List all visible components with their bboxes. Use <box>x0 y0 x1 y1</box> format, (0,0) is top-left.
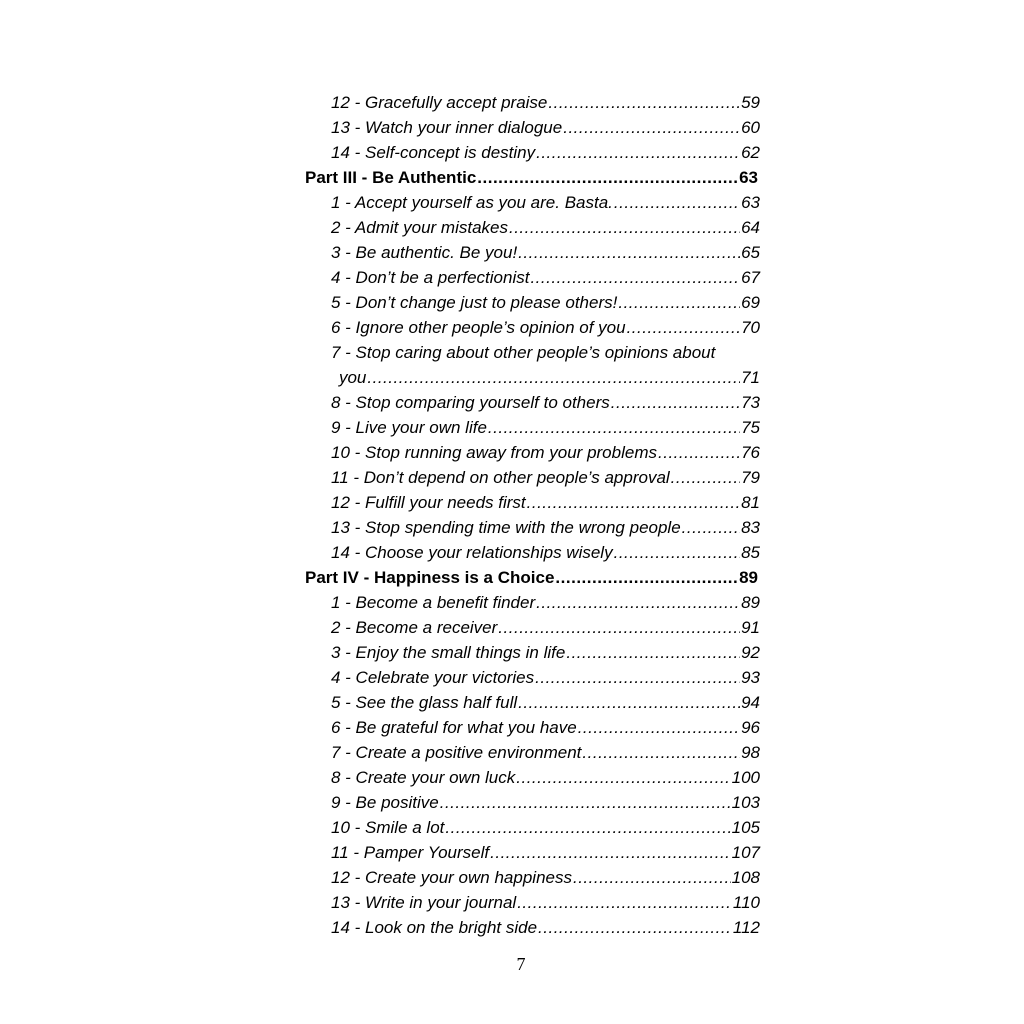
toc-entry-title: 14 - Look on the bright side <box>331 918 538 937</box>
toc-entry-page: 64 <box>741 218 760 237</box>
toc-entry <box>331 139 760 163</box>
toc-entry-title: 7 - Stop caring about other people’s opinions about <box>331 343 716 362</box>
toc-entry <box>331 214 760 238</box>
dot-leader <box>440 793 731 813</box>
toc-entry-title: you <box>338 368 367 387</box>
toc-entry-title: 11 - Don’t depend on other people’s approval <box>331 468 670 487</box>
toc-entry-title: 4 - Don’t be a perfectionist <box>331 268 530 287</box>
toc-entry <box>331 189 760 213</box>
toc-entry-title: 14 - Self-concept is destiny <box>331 143 536 162</box>
toc-entry <box>331 789 760 813</box>
toc-entry-page: 89 <box>739 568 758 587</box>
toc-entry-page: 107 <box>731 843 760 862</box>
dot-leader <box>490 843 731 863</box>
dot-leader <box>517 893 732 913</box>
toc-entry-title: Part III - Be Authentic <box>305 168 477 187</box>
dot-leader <box>367 368 740 388</box>
toc-entry-title: 4 - Celebrate your victories <box>331 668 535 687</box>
toc-entry <box>331 264 760 288</box>
toc-entry-page: 93 <box>741 668 760 687</box>
toc-entry <box>331 414 760 438</box>
dot-leader <box>618 293 740 313</box>
toc-entry <box>331 839 760 863</box>
dot-leader <box>535 668 740 688</box>
toc-entry <box>331 539 760 563</box>
toc-entry-page: 91 <box>741 618 760 637</box>
dot-leader <box>573 868 731 888</box>
dot-leader <box>563 118 740 138</box>
dot-leader <box>548 93 740 113</box>
toc-entry <box>331 814 760 838</box>
toc-entry-page: 81 <box>741 493 760 512</box>
dot-leader <box>509 218 740 238</box>
toc-entry <box>331 514 760 538</box>
dot-leader <box>611 393 740 413</box>
toc-entry-page: 75 <box>741 418 760 437</box>
toc-entry <box>331 289 760 313</box>
toc-entry <box>331 314 760 338</box>
toc-entry-page: 112 <box>732 918 760 937</box>
dot-leader <box>498 618 740 638</box>
toc-entry-page: 85 <box>741 543 760 562</box>
toc-entry-page: 67 <box>741 268 760 287</box>
toc-entry-first-line <box>331 339 760 363</box>
dot-leader <box>536 593 740 613</box>
toc-part-heading <box>305 164 758 188</box>
toc-entry <box>331 764 760 788</box>
toc-entry-page: 63 <box>739 168 758 187</box>
toc-entry-title: 11 - Pamper Yourself <box>331 843 490 862</box>
toc-entry-page: 65 <box>741 243 760 262</box>
toc-entry-page: 70 <box>741 318 760 337</box>
toc-entry-page: 79 <box>741 468 760 487</box>
toc-entry-title: 13 - Watch your inner dialogue <box>331 118 563 137</box>
toc-entry-page: 71 <box>741 368 760 387</box>
toc-entry-page: 73 <box>741 393 760 412</box>
toc-entry-title: 10 - Stop running away from your problems <box>331 443 657 462</box>
page-number: 7 <box>516 954 526 974</box>
toc-entry <box>331 439 760 463</box>
toc-entry-title: 14 - Choose your relationships wisely <box>331 543 613 562</box>
toc-entry-title: 9 - Be positive <box>331 793 439 812</box>
dot-leader <box>518 243 740 263</box>
toc-entry <box>331 89 760 113</box>
toc-entry <box>331 664 760 688</box>
dot-leader <box>538 918 732 938</box>
toc-entry-title: 12 - Gracefully accept praise <box>331 93 548 112</box>
toc-entry-title: 5 - See the glass half full <box>331 693 518 712</box>
dot-leader <box>578 718 740 738</box>
toc-entry-title: 2 - Admit your mistakes <box>331 218 508 237</box>
toc-entry-title: 3 - Be authentic. Be you! <box>331 243 518 262</box>
toc-entry-title: 3 - Enjoy the small things in life <box>331 643 566 662</box>
dot-leader <box>477 168 738 188</box>
dot-leader <box>627 318 741 338</box>
toc-entry-title: 9 - Live your own life <box>331 418 487 437</box>
dot-leader <box>555 568 738 588</box>
toc-entry-page: 110 <box>732 893 760 912</box>
toc-entry-title: 6 - Ignore other people’s opinion of you <box>331 318 626 337</box>
toc-entry-page: 62 <box>741 143 760 162</box>
toc-entry-page: 94 <box>741 693 760 712</box>
toc-entry-page: 96 <box>741 718 760 737</box>
toc-entry-page: 89 <box>741 593 760 612</box>
toc-entry-title: 8 - Create your own luck <box>331 768 516 787</box>
toc-entry-title: 8 - Stop comparing yourself to others <box>331 393 610 412</box>
toc-entry <box>331 389 760 413</box>
toc-entry-page: 63 <box>741 193 760 212</box>
toc-entry <box>331 114 760 138</box>
toc-entry-page: 60 <box>741 118 760 137</box>
toc-entry <box>331 714 760 738</box>
toc-entry-title: 12 - Fulfill your needs first <box>331 493 526 512</box>
toc-entry-page: 108 <box>731 868 760 887</box>
toc-entry-page: 83 <box>741 518 760 537</box>
dot-leader <box>566 643 740 663</box>
toc-entry-page: 59 <box>741 93 760 112</box>
toc-entry-title: 1 - Accept yourself as you are. Basta. <box>331 193 613 212</box>
toc-entry-title: 7 - Create a positive environment <box>331 743 582 762</box>
toc-entry <box>331 864 760 888</box>
toc-entry <box>331 614 760 638</box>
toc-entry-page: 100 <box>731 768 760 787</box>
toc-entry-title: 13 - Write in your journal <box>331 893 517 912</box>
toc-entry-page: 92 <box>741 643 760 662</box>
dot-leader <box>682 518 740 538</box>
dot-leader <box>658 443 740 463</box>
dot-leader <box>582 743 740 763</box>
toc-entry <box>331 689 760 713</box>
toc-entry-title: 12 - Create your own happiness <box>331 868 572 887</box>
dot-leader <box>518 693 740 713</box>
toc-part-heading <box>305 564 758 588</box>
toc-entry-page: 105 <box>731 818 760 837</box>
toc-entry-title: 2 - Become a receiver <box>331 618 498 637</box>
toc-entry <box>331 239 760 263</box>
toc-entry <box>331 739 760 763</box>
toc-entry-continuation <box>331 364 760 388</box>
dot-leader <box>614 193 740 213</box>
dot-leader <box>536 143 740 163</box>
toc-entry-title: 5 - Don’t change just to please others! <box>331 293 618 312</box>
toc-entry <box>331 639 760 663</box>
toc-entry-page: 76 <box>741 443 760 462</box>
toc-entry <box>331 589 760 613</box>
toc-entry-title: 1 - Become a benefit finder <box>331 593 536 612</box>
toc-entry <box>331 464 760 488</box>
dot-leader <box>527 493 740 513</box>
toc-entry-title: 13 - Stop spending time with the wrong people <box>331 518 681 537</box>
toc-entry-page: 69 <box>741 293 760 312</box>
dot-leader <box>488 418 740 438</box>
toc-entry-page: 103 <box>731 793 760 812</box>
toc-entry <box>331 914 760 938</box>
toc-entry-page: 98 <box>741 743 760 762</box>
toc-entry <box>331 889 760 913</box>
toc-entry-title: Part IV - Happiness is a Choice <box>305 568 555 587</box>
dot-leader <box>445 818 730 838</box>
dot-leader <box>614 543 740 563</box>
dot-leader <box>516 768 730 788</box>
dot-leader <box>671 468 740 488</box>
dot-leader <box>530 268 740 288</box>
toc-entry-title: 6 - Be grateful for what you have <box>331 718 577 737</box>
toc-entry <box>331 489 760 513</box>
toc-entry-title: 10 - Smile a lot <box>331 818 445 837</box>
